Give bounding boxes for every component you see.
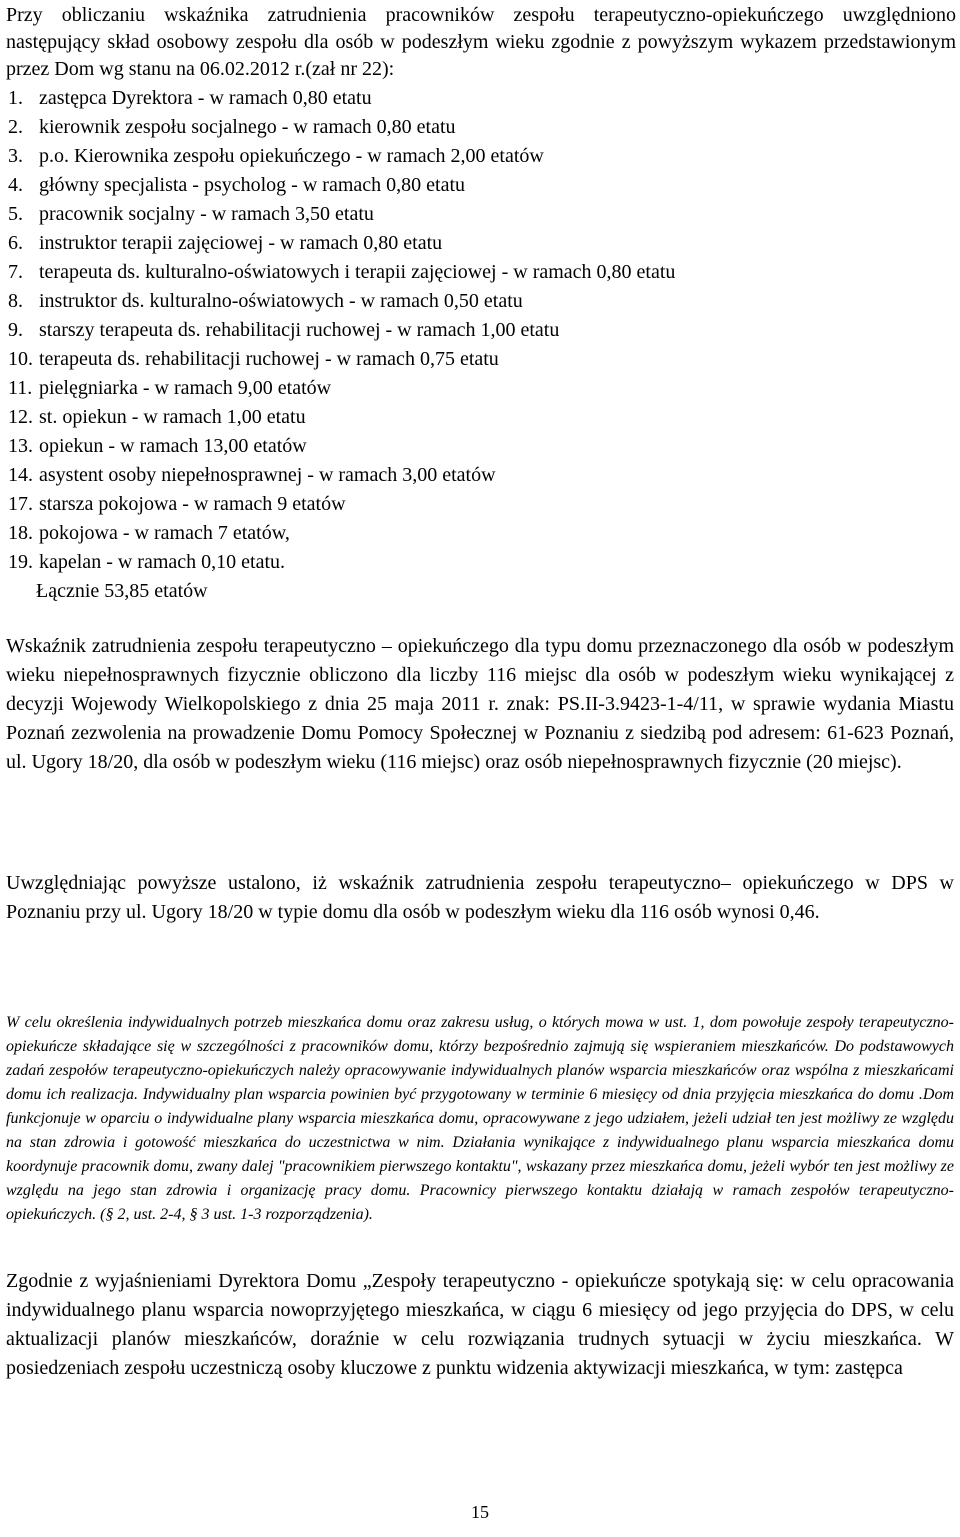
list-item-text: pracownik socjalny - w ramach 3,50 etatu bbox=[39, 203, 374, 225]
list-item bbox=[8, 171, 948, 200]
list-item-text: terapeuta ds. rehabilitacji ruchowej - w ramach 0,75 etatu bbox=[39, 348, 499, 370]
list-item bbox=[8, 84, 948, 113]
list-item-text: p.o. Kierownika zespołu opiekuńczego - w ramach 2,00 etatów bbox=[39, 145, 544, 167]
list-item-text: instruktor terapii zajęciowej - w ramach 0,80 etatu bbox=[39, 232, 443, 254]
list-item bbox=[8, 316, 948, 345]
list-item-number: 12. bbox=[8, 406, 33, 428]
list-item bbox=[8, 258, 948, 287]
list-item-number: 2. bbox=[8, 116, 23, 138]
list-item bbox=[8, 548, 948, 577]
list-item-number: 7. bbox=[8, 261, 23, 283]
list-item-number: 14. bbox=[8, 464, 33, 486]
list-item-number: 5. bbox=[8, 203, 23, 225]
list-item bbox=[8, 403, 948, 432]
intro-paragraph: Przy obliczaniu wskaźnika zatrudnienia pracowników zespołu terapeutyczno-opiekuńczego uwzględniono następujący skład osobowy zespołu dla osób w podeszłym wieku zgodnie z powyższym wykazem przedstawionym przez Dom wg stanu na 06.02.2012 r.(zał nr 22): bbox=[6, 4, 956, 80]
list-item bbox=[8, 490, 948, 519]
list-item bbox=[8, 142, 948, 171]
list-item-number: 17. bbox=[8, 493, 33, 515]
list-item-number: 4. bbox=[8, 174, 23, 196]
list-item-text: st. opiekun - w ramach 1,00 etatu bbox=[39, 406, 306, 428]
list-item-text: asystent osoby niepełnosprawnej - w ramach 3,00 etatów bbox=[39, 464, 496, 486]
list-item bbox=[8, 113, 948, 142]
list-item bbox=[8, 461, 948, 490]
list-item-text: starszy terapeuta ds. rehabilitacji ruchowej - w ramach 1,00 etatu bbox=[39, 319, 560, 341]
list-item-text: starsza pokojowa - w ramach 9 etatów bbox=[39, 493, 346, 515]
regulation-footnote: W celu określenia indywidualnych potrzeb mieszkańca domu oraz zakresu usług, o których mowa w ust. 1, dom powołuje zespoły terapeutyczno-opiekuńcze składające się w szczególności z pracowników domu, którzy bezpośrednio zajmują się wspieraniem mieszkańców. Do podstawowych zadań zespołów terapeutyczno-opiekuńczych należy opracowywanie indywidualnych planów wsparcia mieszkańców oraz wspólna z mieszkańcami domu ich realizacja. Indywidualny plan wsparcia powinien być przygotowany w terminie 6 miesięcy od dnia przyjęcia mieszkańca do domu .Dom funkcjonuje w oparciu o indywidualne plany wsparcia mieszkańca domu, opracowywane z jego udziałem, jeżeli udział ten jest możliwy ze względu na stan zdrowia i gotowość mieszkańca do uczestnictwa w nim. Działania wynikające z indywidualnego planu wsparcia mieszkańca domu koordynuje pracownik domu, zwany dalej "pracownikiem pierwszego kontaktu", wskazany przez mieszkańca domu, jeżeli wybór ten jest możliwy ze względu na jego stan zdrowia i organizację pracy domu. Pracownicy pierwszego kontaktu działają w ramach zespołów terapeutyczno-opiekuńczych. (§ 2, ust. 2-4, § 3 ust. 1-3 rozporządzenia). bbox=[6, 1014, 954, 1223]
list-item bbox=[8, 229, 948, 258]
list-item-number: 6. bbox=[8, 232, 23, 254]
staff-total: Łącznie 53,85 etatów bbox=[36, 580, 208, 602]
index-paragraph: Wskaźnik zatrudnienia zespołu terapeutyczno – opiekuńczego dla typu domu przeznaczonego dla osób w podeszłym wieku niepełnosprawnych fizycznie obliczono dla liczby 116 miejsc dla osób w podeszłym wieku wynikającej z decyzji Wojewody Wielkopolskiego z dnia 25 maja 2011 r. znak: PS.II-3.9423-1-4/11, w sprawie wydania Miastu Poznań zezwolenia na prowadzenie Domu Pomocy Społecznej w Poznaniu z siedzibą pod adresem: 61-623 Poznań, ul. Ugory 18/20, dla osób w podeszłym wieku (116 miejsc) oraz osób niepełnosprawnych fizycznie (20 miejsc). bbox=[6, 635, 954, 773]
list-item bbox=[8, 432, 948, 461]
list-item-text: zastępca Dyrektora - w ramach 0,80 etatu bbox=[39, 87, 372, 109]
list-item-text: kapelan - w ramach 0,10 etatu. bbox=[39, 551, 286, 573]
list-item-number: 3. bbox=[8, 145, 23, 167]
explanation-paragraph: Zgodnie z wyjaśnieniami Dyrektora Domu „Zespoły terapeutyczno - opiekuńcze spotykają się: w celu opracowania indywidualnego planu wsparcia nowoprzyjętego mieszkańca, w ciągu 6 miesięcy od jego przyjęcia do DPS, w celu aktualizacji planów mieszkańców, doraźnie w celu rozwiązania trudnych sytuacji w życiu mieszkańca. W posiedzeniach zespołu uczestniczą osoby kluczowe z punktu widzenia aktywizacji mieszkańca, w tym: zastępca bbox=[6, 1270, 954, 1379]
list-item-number: 18. bbox=[8, 522, 33, 544]
list-item-text: terapeuta ds. kulturalno-oświatowych i terapii zajęciowej - w ramach 0,80 etatu bbox=[39, 261, 676, 283]
list-item bbox=[8, 345, 948, 374]
list-item-text: instruktor ds. kulturalno-oświatowych - w ramach 0,50 etatu bbox=[39, 290, 523, 312]
list-item-number: 13. bbox=[8, 435, 33, 457]
list-item bbox=[8, 287, 948, 316]
list-item bbox=[8, 200, 948, 229]
list-item-text: pielęgniarka - w ramach 9,00 etatów bbox=[39, 377, 332, 399]
result-paragraph: Uwzględniając powyższe ustalono, iż wskaźnik zatrudnienia zespołu terapeutyczno– opiekuńczego w DPS w Poznaniu przy ul. Ugory 18/20 w typie domu dla osób w podeszłym wieku dla 116 osób wynosi 0,46. bbox=[6, 872, 954, 923]
staff-list bbox=[8, 84, 948, 577]
list-item-number: 19. bbox=[8, 551, 33, 573]
list-item-text: kierownik zespołu socjalnego - w ramach 0,80 etatu bbox=[39, 116, 456, 138]
page-number: 15 bbox=[471, 1502, 489, 1522]
list-item-number: 10. bbox=[8, 348, 33, 370]
list-item-number: 8. bbox=[8, 290, 23, 312]
list-item bbox=[8, 374, 948, 403]
list-item-text: główny specjalista - psycholog - w ramach 0,80 etatu bbox=[39, 174, 465, 196]
list-item-number: 11. bbox=[8, 377, 33, 399]
list-item bbox=[8, 519, 948, 548]
list-item-number: 9. bbox=[8, 319, 23, 341]
list-item-text: opiekun - w ramach 13,00 etatów bbox=[39, 435, 307, 457]
list-item-number: 1. bbox=[8, 87, 23, 109]
list-item-text: pokojowa - w ramach 7 etatów, bbox=[39, 522, 290, 544]
